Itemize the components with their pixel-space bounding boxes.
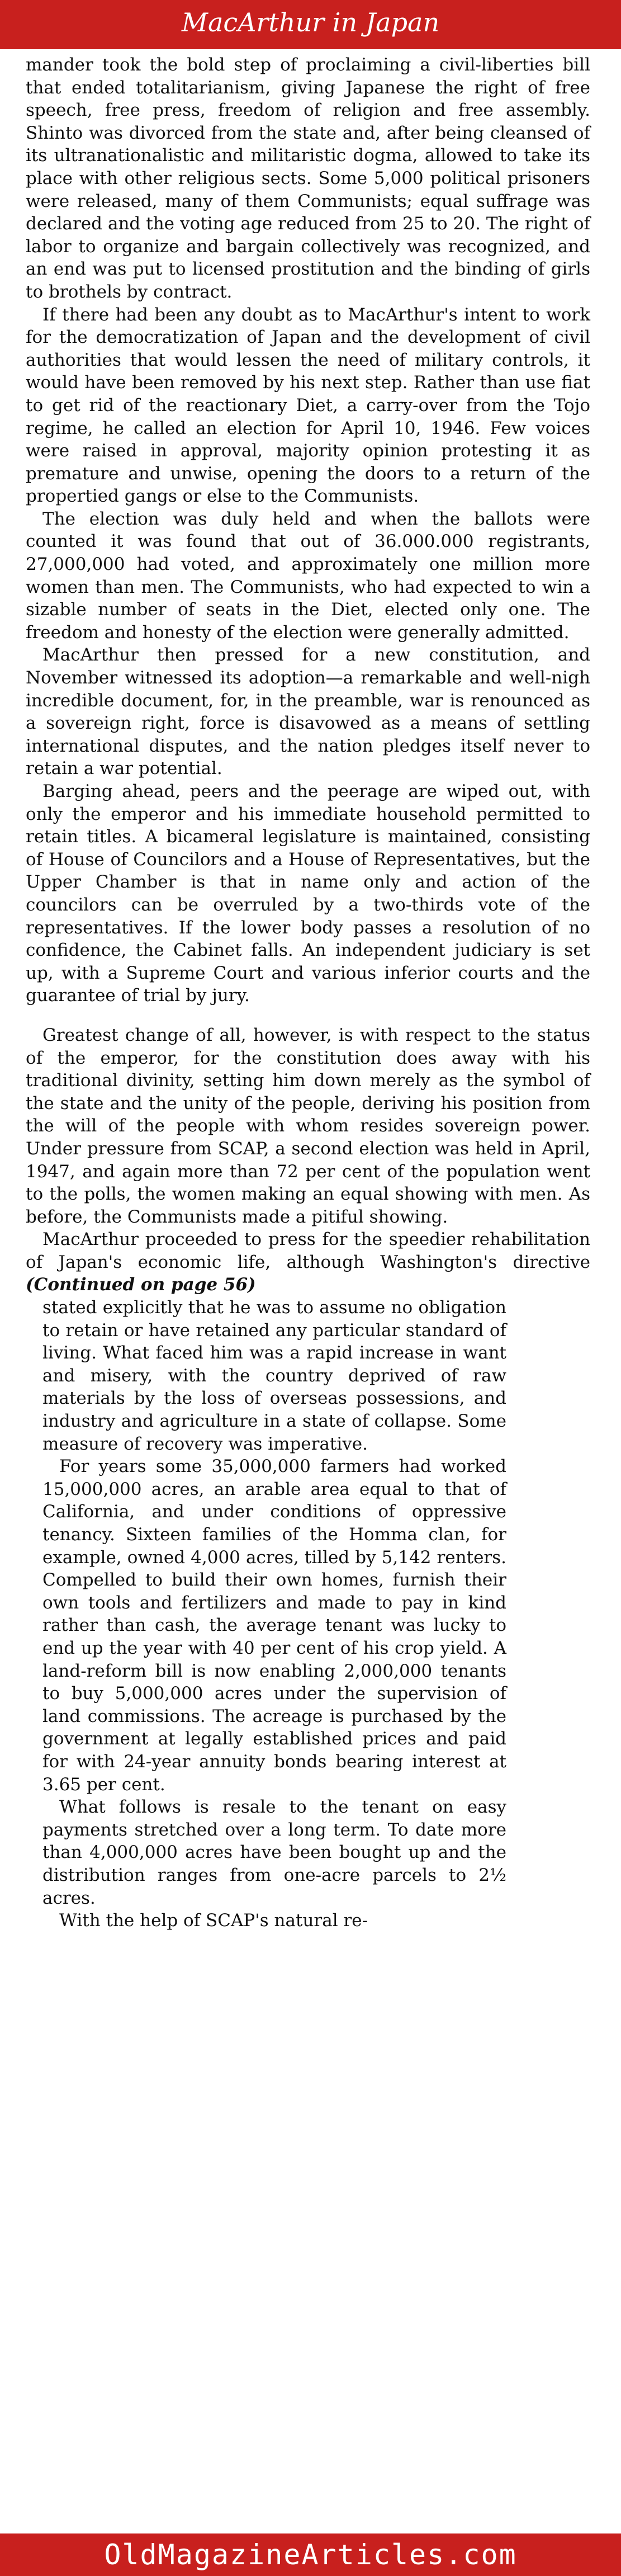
article-paragraph: mander took the bold step of proclaiming a civil-liberties bill that ended totalitarianism, giving Japanese the right of free speech, free press, freedom of religion and free assembly. Shinto was divorced from the state and, after being cleansed of its ultranationalistic and militaristic dogma, allowed to take its place with other religious sects. Some 5,000 political prisoners were released, many of them Communists; equal suffrage was declared and the voting age reduced from 25 to 20. The right of labor to organize and bargain collectively was recognized, and an end was put to licensed prostitution and the binding of girls to brothels by contract. <box>26 55 590 302</box>
article-paragraph: Greatest change of all, however, is with respect to the status of the emperor, for the constitution does away with his traditional divinity, setting him down merely as the symbol of the state and the unity of the people, deriving his position from the will of the people with whom resides sovereign power. Under pressure from SCAP, a second election was held in April, 1947, and again more than 72 per cent of the population went to the polls, the women making an equal showing with men. As before, the Communists made a pitiful showing. <box>26 1025 590 1227</box>
article-body <box>26 54 590 1932</box>
article-paragraph: What follows is resale to the tenant on easy payments stretched over a long term. To date more than 4,000,000 acres have been bought up and the distribution ranges from one-acre parcels to 2½ acres. <box>42 1797 506 1908</box>
narrow-column <box>42 1296 506 1932</box>
site-watermark[interactable]: OldMagazineArticles.com <box>104 2539 517 2571</box>
article-paragraph: If there had been any doubt as to MacArthur's intent to work for the democratization of Japan and the development of civil authorities that would lessen the need of military controls, it would have been removed by his next step. Rather than use fiat to get rid of the reactionary Diet, a carry-over from the Tojo regime, he called an election for April 10, 1946. Few voices were raised in approval, majority opinion protesting it as premature and unwise, opening the doors to a return of the propertied gangs or else to the Communists. <box>26 304 590 507</box>
article-paragraph: stated explicitly that he was to assume no obligation to retain or have retained any particular standard of living. What faced him was a rapid increase in want and misery, with the country deprived of raw materials by the loss of overseas possessions, and industry and agriculture in a state of collapse. Some measure of recovery was imperative. <box>42 1298 506 1454</box>
transition-text: MacArthur proceeded to press for the speedier rehabilitation of Japan's economic life, although Washington's directive <box>26 1229 590 1272</box>
article-paragraph: The election was duly held and when the ballots were counted it was found that out of 36.000.000 registrants, 27,000,000 had voted, and approximately one million more women than men. The Communists, who had expected to win a sizable number of seats in the Diet, elected only one. The freedom and honesty of the election were generally admitted. <box>26 508 590 643</box>
article-paragraph: MacArthur then pressed for a new constitution, and November witnessed its adoption—a remarkable and well-nigh incredible document, for, in the preamble, war is renounced as a sovereign right, force is disavowed as a means of settling international disputes, and the nation pledges itself never to retain a war potential. <box>26 645 590 779</box>
article-paragraph: With the help of SCAP's natural re- <box>59 1910 368 1931</box>
article-paragraph: Barging ahead, peers and the peerage are wiped out, with only the emperor and his immediate household permitted to retain titles. A bicameral legislature is maintained, consisting of House of Councilors and a House of Representatives, but the Upper Chamber is that in name only and action of the councilors can be overruled by a two-thirds vote of the representatives. If the lower body passes a resolution of no confidence, the Cabinet falls. An independent judiciary is set up, with a Supreme Court and various inferior courts and the guarantee of trial by jury. <box>26 781 590 1006</box>
page-title: MacArthur in Japan <box>181 7 440 37</box>
continued-note: (Continued on page 56) <box>26 1275 256 1295</box>
article-paragraph-transition <box>26 1228 590 1296</box>
article-paragraph: For years some 35,000,000 farmers had worked 15,000,000 acres, an arable area equal to that of California, and under conditions of oppressive tenancy. Sixteen families of the Homma clan, for example, owned 4,000 acres, tilled by 5,142 renters. Compelled to build their own homes, furnish their own tools and fertilizers and made to pay in kind rather than cash, the average tenant was lucky to end up the year with 40 per cent of his crop yield. A land-reform bill is now enabling 2,000,000 tenants to buy 5,000,000 acres under the supervision of land commissions. The acreage is purchased by the government at legally established prices and paid for with 24-year annuity bonds bearing interest at 3.65 per cent. <box>42 1456 506 1795</box>
